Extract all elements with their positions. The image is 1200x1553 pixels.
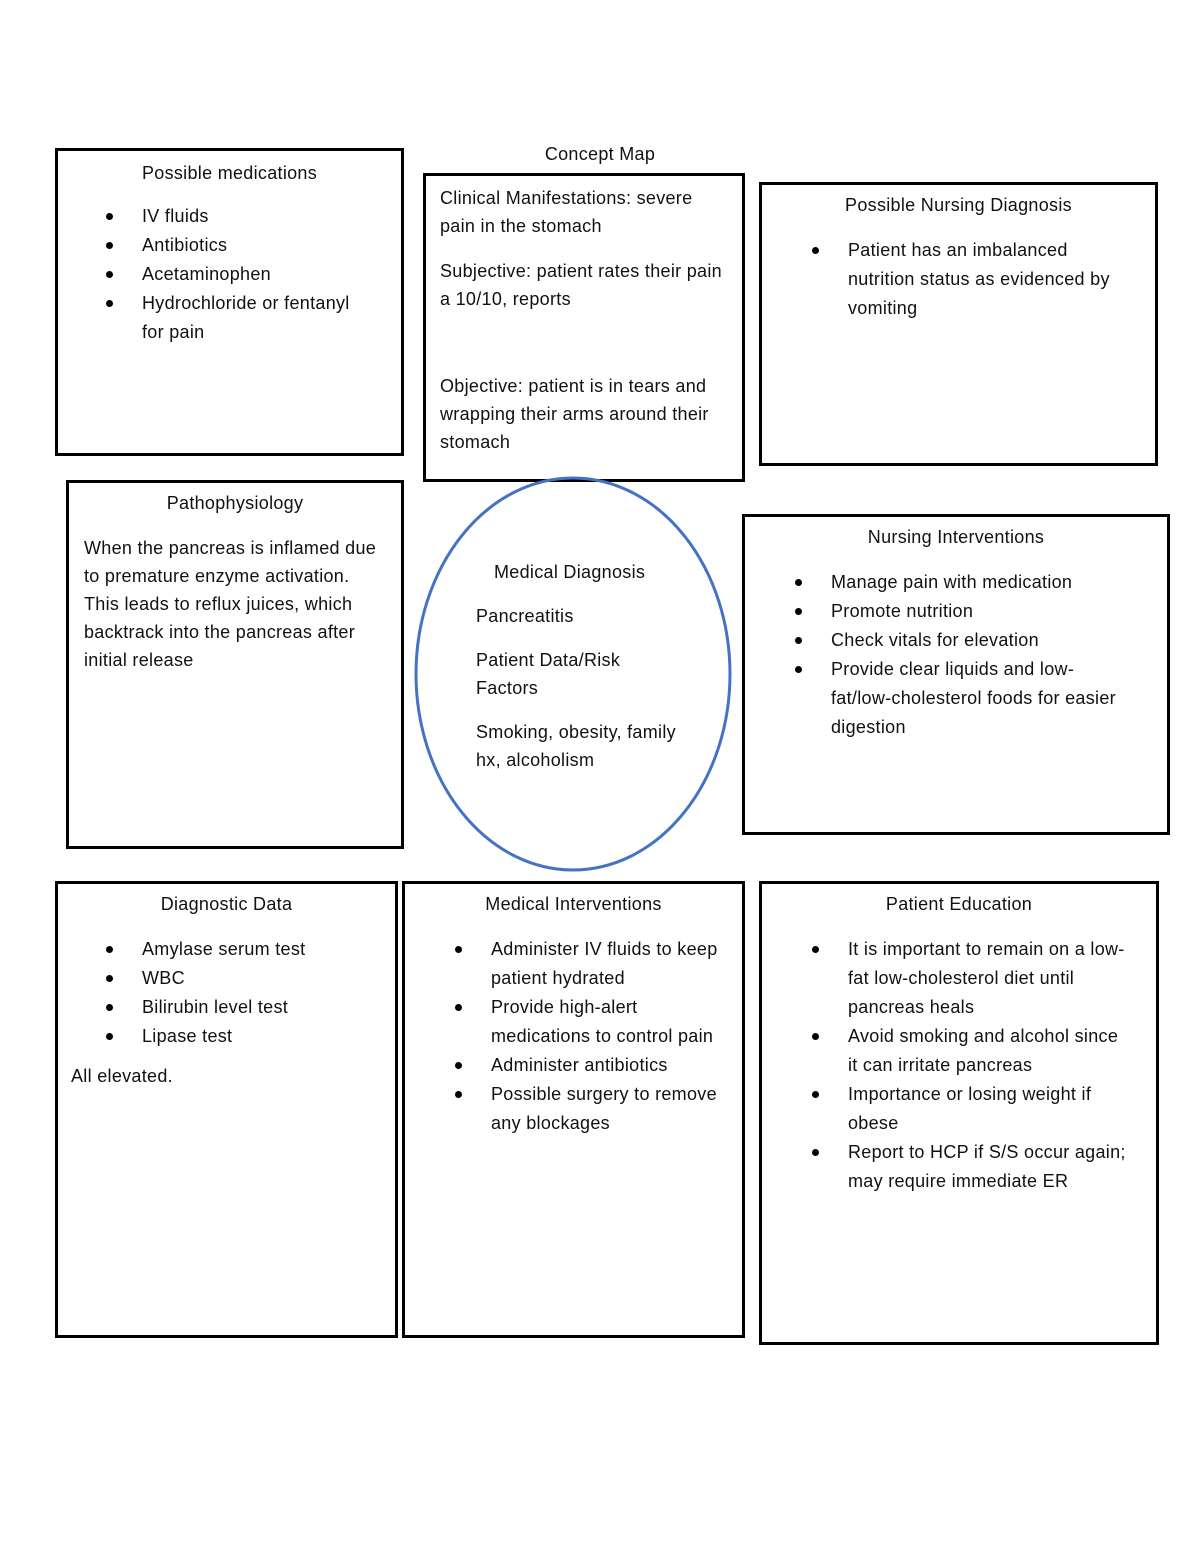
nursing-diagnosis-title: Possible Nursing Diagnosis [845,195,1072,215]
pathophysiology-title: Pathophysiology [166,493,304,513]
list-item [455,935,725,993]
bullet-icon [455,1062,462,1069]
list-item-text: Acetaminophen [142,264,271,284]
bullet-icon [106,242,113,249]
nursing-diagnosis-list [812,236,1112,323]
list-item [812,1022,1132,1080]
list-item-text: Lipase test [142,1026,233,1046]
medications-box [55,148,404,456]
list-item-text: WBC [142,968,185,988]
list-item [795,655,1125,742]
page-title: Concept Map [544,144,656,164]
risk-factors-text: Smoking, obesity, family hx, alcoholism [476,722,676,770]
bullet-icon [795,637,802,644]
bullet-icon [106,1033,113,1040]
diagnostic-data-box [55,881,398,1338]
list-item-text: Patient has an imbalanced nutrition status as evidenced by vomiting [848,240,1110,318]
bullet-icon [106,975,113,982]
risk-factors-label: Patient Data/Risk Factors [476,650,621,698]
list-item-text: Administer IV fluids to keep patient hydrated [491,939,718,988]
nursing-interventions-box [742,514,1170,835]
medical-interventions-title: Medical Interventions [485,894,662,914]
list-item-text: Possible surgery to remove any blockages [491,1084,717,1133]
diagnostic-data-title: Diagnostic Data [160,894,293,914]
list-item [106,260,376,289]
bullet-icon [106,946,113,953]
list-item-text: Manage pain with medication [831,572,1073,592]
list-item-text: Promote nutrition [831,601,974,621]
medical-diagnosis-title: Medical Diagnosis [494,562,646,582]
list-item-text: Check vitals for elevation [831,630,1039,650]
list-item [106,964,376,993]
diagnostic-data-list [106,935,376,1051]
list-item [455,993,725,1051]
list-item [106,935,376,964]
subjective-text: Subjective: patient rates their pain a 10/10, reports [440,261,722,309]
list-item [106,202,376,231]
bullet-icon [795,666,802,673]
bullet-icon [812,1033,819,1040]
list-item-text: Antibiotics [142,235,228,255]
list-item [795,568,1125,597]
nursing-interventions-title: Nursing Interventions [867,527,1045,547]
list-item-text: Bilirubin level test [142,997,289,1017]
bullet-icon [106,1004,113,1011]
list-item [106,231,376,260]
clinical-content [426,176,742,456]
list-item-text: Provide high-alert medications to control pain [491,997,714,1046]
list-item-text: Report to HCP if S/S occur again; may require immediate ER [848,1142,1126,1191]
bullet-icon [455,946,462,953]
list-item [106,289,376,347]
pathophysiology-box [66,480,404,849]
patient-education-list [812,935,1132,1196]
clinical-manifestations-text: Clinical Manifestations: severe pain in the stomach [440,188,693,236]
list-item-text: Hydrochloride or fentanyl for pain [142,293,350,342]
bullet-icon [812,1091,819,1098]
nursing-interventions-list [795,568,1125,742]
medical-interventions-list [455,935,725,1138]
medications-list [106,202,376,347]
list-item-text: Amylase serum test [142,939,306,959]
objective-text: Objective: patient is in tears and wrapping their arms around their stomach [440,376,709,452]
bullet-icon [795,608,802,615]
list-item-text: Provide clear liquids and low-fat/low-cholesterol foods for easier digestion [831,659,1116,737]
list-item [812,1080,1132,1138]
list-item-text: IV fluids [142,206,209,226]
bullet-icon [455,1004,462,1011]
bullet-icon [795,579,802,586]
list-item-text: Avoid smoking and alcohol since it can irritate pancreas [848,1026,1119,1075]
list-item [812,1138,1132,1196]
medical-interventions-box [402,881,745,1338]
medications-title: Possible medications [141,163,318,183]
list-item-text: It is important to remain on a low-fat low-cholesterol diet until pancreas heals [848,939,1125,1017]
list-item-text: Administer antibiotics [491,1055,668,1075]
list-item [795,626,1125,655]
diagnosis-text: Pancreatitis [476,606,574,626]
diagnostic-summary: All elevated. [71,1066,173,1086]
list-item [812,935,1132,1022]
list-item [106,1022,376,1051]
bullet-icon [106,300,113,307]
bullet-icon [106,213,113,220]
list-item [795,597,1125,626]
pathophysiology-text: When the pancreas is inflamed due to premature enzyme activation. This leads to reflux juices, which backtrack into the pancreas after initial release [84,538,377,670]
medical-diagnosis-content [476,558,706,774]
bullet-icon [106,271,113,278]
bullet-icon [812,1149,819,1156]
list-item-text: Importance or losing weight if obese [848,1084,1092,1133]
list-item [455,1080,725,1138]
list-item [812,236,1112,323]
patient-education-title: Patient Education [885,894,1033,914]
bullet-icon [455,1091,462,1098]
clinical-manifestations-box [423,173,745,482]
bullet-icon [812,247,819,254]
nursing-diagnosis-box [759,182,1158,466]
list-item [455,1051,725,1080]
bullet-icon [812,946,819,953]
patient-education-box [759,881,1159,1345]
list-item [106,993,376,1022]
